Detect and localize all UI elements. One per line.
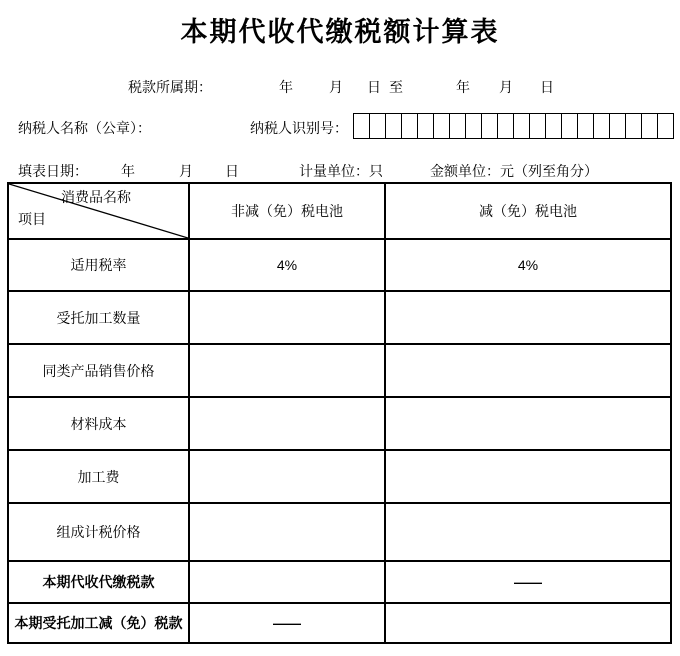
taxpayer-id-box [561,113,578,139]
cell-value [385,503,671,561]
taxpayer-id-box [385,113,402,139]
cell-value: —— [385,561,671,603]
taxpayer-id-label: 纳税人识别号： [250,120,348,136]
cell-value [385,291,671,344]
cell-value [385,603,671,643]
table-header-row [8,183,671,239]
period-year-2: 年 [456,79,470,95]
taxpayer-id-box [369,113,386,139]
row-label: 组成计税价格 [8,503,189,561]
cell-value: —— [189,603,385,643]
corner-item-label: 项目 [18,211,46,227]
cell-value: 4% [189,239,385,291]
table-row [8,344,671,397]
taxpayer-id-box [529,113,546,139]
table-row [8,561,671,603]
taxpayer-id-box [353,113,370,139]
period-to-label: 至 [389,79,403,95]
row-label: 同类产品销售价格 [8,344,189,397]
taxpayer-id-box [433,113,450,139]
period-year-1: 年 [279,79,293,95]
cell-value [189,397,385,450]
corner-consumer-goods-label: 消费品名称 [61,189,131,205]
table-row [8,603,671,643]
taxpayer-name-label: 纳税人名称（公章）： [18,120,151,136]
page-title: 本期代收代缴税额计算表 [180,17,500,47]
cell-value [189,450,385,503]
cell-value [189,291,385,344]
taxpayer-id-box [545,113,562,139]
table-row [8,450,671,503]
taxpayer-id-box [481,113,498,139]
taxpayer-id-box [625,113,642,139]
taxpayer-id-box [513,113,530,139]
row-label: 适用税率 [8,239,189,291]
period-day-1: 日 [367,79,381,95]
calc-table [7,182,672,644]
taxpayer-id-box [497,113,514,139]
cell-value [189,503,385,561]
column-header-non-exempt: 非减（免）税电池 [189,183,385,239]
taxpayer-id-box [401,113,418,139]
taxpayer-id-box [449,113,466,139]
table-row [8,503,671,561]
table-row [8,397,671,450]
cell-value [189,344,385,397]
table-row [8,239,671,291]
period-month-1: 月 [329,79,343,95]
row-label: 材料成本 [8,397,189,450]
cell-value [385,397,671,450]
column-header-exempt: 减（免）税电池 [385,183,671,239]
cell-value: 4% [385,239,671,291]
period-month-2: 月 [499,79,513,95]
row-label: 受托加工数量 [8,291,189,344]
cell-value [189,561,385,603]
taxpayer-id-box [657,113,674,139]
table-row [8,291,671,344]
cell-value [385,344,671,397]
taxpayer-id-box [577,113,594,139]
row-label: 加工费 [8,450,189,503]
taxpayer-id-box [641,113,658,139]
row-label: 本期代收代缴税款 [8,561,189,603]
amount-unit-label: 金额单位：元（列至角分） [430,163,598,179]
tax-period-label: 税款所属期： [128,79,212,95]
filing-year: 年 [121,163,135,179]
filing-month: 月 [179,163,193,179]
taxpayer-id-box [593,113,610,139]
corner-cell [8,183,189,239]
taxpayer-id-box [417,113,434,139]
filing-day: 日 [225,163,239,179]
row-label: 本期受托加工减（免）税款 [8,603,189,643]
period-day-2: 日 [540,79,554,95]
taxpayer-id-box [465,113,482,139]
cell-value [385,450,671,503]
filing-date-label: 填表日期： [18,163,88,179]
measure-unit-label: 计量单位：只 [299,163,383,179]
taxpayer-id-boxes [353,113,674,139]
taxpayer-id-box [609,113,626,139]
